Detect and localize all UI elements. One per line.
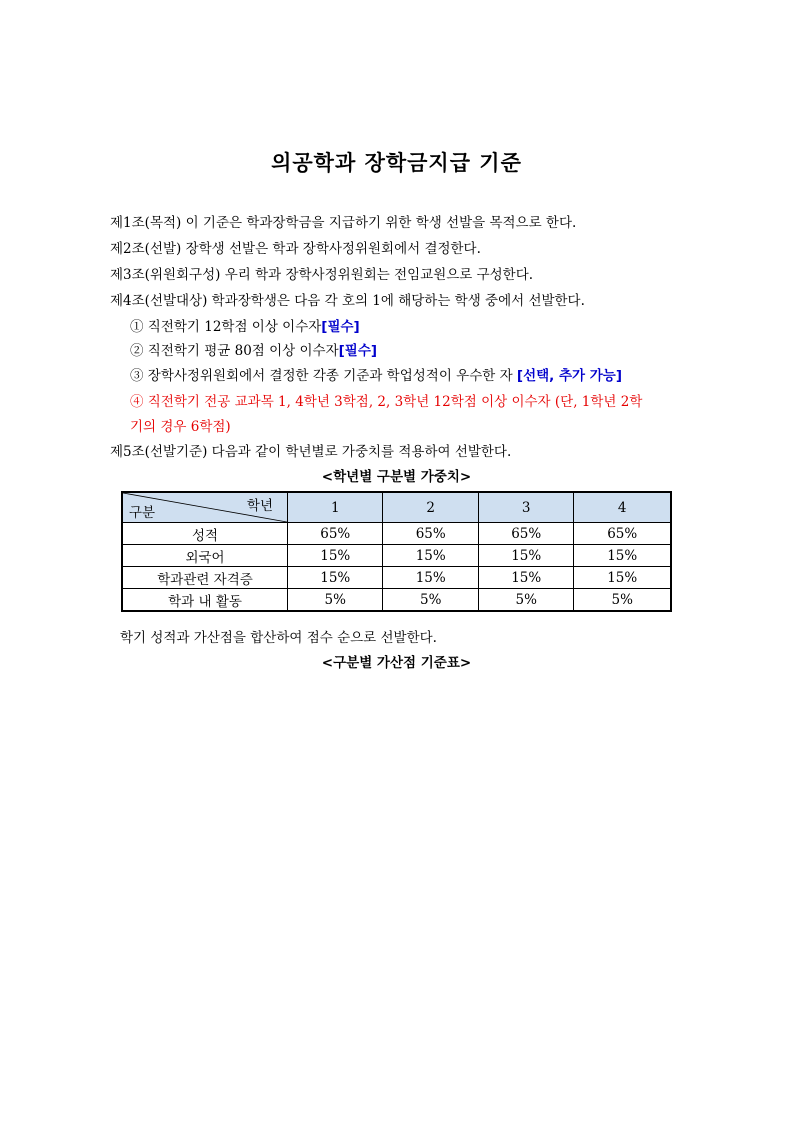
table-cell: 15% (574, 567, 671, 589)
corner-year-label: 학년 (246, 498, 273, 514)
item-1-text: ① 직전학기 12학점 이상 이수자 (130, 319, 322, 335)
bonus-table-caption: <구분별 가산점 기준표> (321, 655, 472, 671)
article-1: 제1조(목적) 이 기준은 학과장학금을 지급하기 위한 학생 선발을 목적으로 한다. (110, 215, 577, 231)
item-1-tag: [필수] (321, 319, 360, 335)
item-3-text: ③ 장학사정위원회에서 결정한 각종 기준과 학업성적이 우수한 자 (130, 368, 517, 384)
article-5: 제5조(선발기준) 다음과 같이 학년별로 가중치를 적용하여 선발한다. (110, 444, 512, 460)
item-1 (130, 315, 360, 335)
table-row (122, 545, 671, 567)
table-cell: 15% (383, 567, 478, 589)
selection-note: 학기 성적과 가산점을 합산하여 점수 순으로 선발한다. (120, 630, 437, 646)
year-header: 4 (574, 492, 671, 523)
table-cell: 15% (478, 567, 573, 589)
item-3-tag: [선택, 추가 가능] (516, 368, 623, 384)
article-4: 제4조(선발대상) 학과장학생은 다음 각 호의 1에 해당하는 학생 중에서 선발한다. (110, 293, 585, 309)
row-label: 성적 (122, 523, 288, 545)
row-label: 학과 내 활동 (122, 589, 288, 612)
table-cell: 5% (383, 589, 478, 612)
table-row (122, 523, 671, 545)
table-row (122, 567, 671, 589)
table-cell: 15% (288, 567, 383, 589)
item-4-line-2: 기의 경우 6학점) (130, 419, 231, 435)
item-3 (130, 364, 622, 384)
table-cell: 15% (478, 545, 573, 567)
table-cell: 65% (478, 523, 573, 545)
weights-table (121, 491, 672, 612)
table-cell: 15% (288, 545, 383, 567)
item-2-tag: [필수] (338, 343, 378, 359)
year-header: 1 (288, 492, 383, 523)
table-cell: 65% (574, 523, 671, 545)
table-cell: 15% (383, 545, 478, 567)
row-label: 학과관련 자격증 (122, 567, 288, 589)
item-2 (130, 339, 377, 359)
row-label: 외국어 (122, 545, 288, 567)
table-row (122, 589, 671, 612)
year-header: 3 (478, 492, 573, 523)
year-header: 2 (383, 492, 478, 523)
table-cell: 5% (478, 589, 573, 612)
article-2: 제2조(선발) 장학생 선발은 학과 장학사정위원회에서 결정한다. (110, 241, 481, 257)
table-cell: 5% (288, 589, 383, 612)
corner-cell (122, 492, 288, 523)
table-cell: 65% (288, 523, 383, 545)
article-3: 제3조(위원회구성) 우리 학과 장학사정위원회는 전임교원으로 구성한다. (110, 267, 534, 283)
page-title: 의공학과 장학금지급 기준 (271, 151, 522, 175)
table-cell: 65% (383, 523, 478, 545)
table-cell: 15% (574, 545, 671, 567)
corner-category-label: 구분 (129, 505, 156, 521)
table-header-row (122, 492, 671, 523)
table-caption: <학년별 구분별 가중치> (321, 469, 472, 485)
table-cell: 5% (574, 589, 671, 612)
item-2-text: ② 직전학기 평균 80점 이상 이수자 (130, 343, 339, 359)
item-4-line-1: ④ 직전학기 전공 교과목 1, 4학년 3학점, 2, 3학년 12학점 이상 이수자 (단, 1학년 2학 (130, 394, 643, 410)
